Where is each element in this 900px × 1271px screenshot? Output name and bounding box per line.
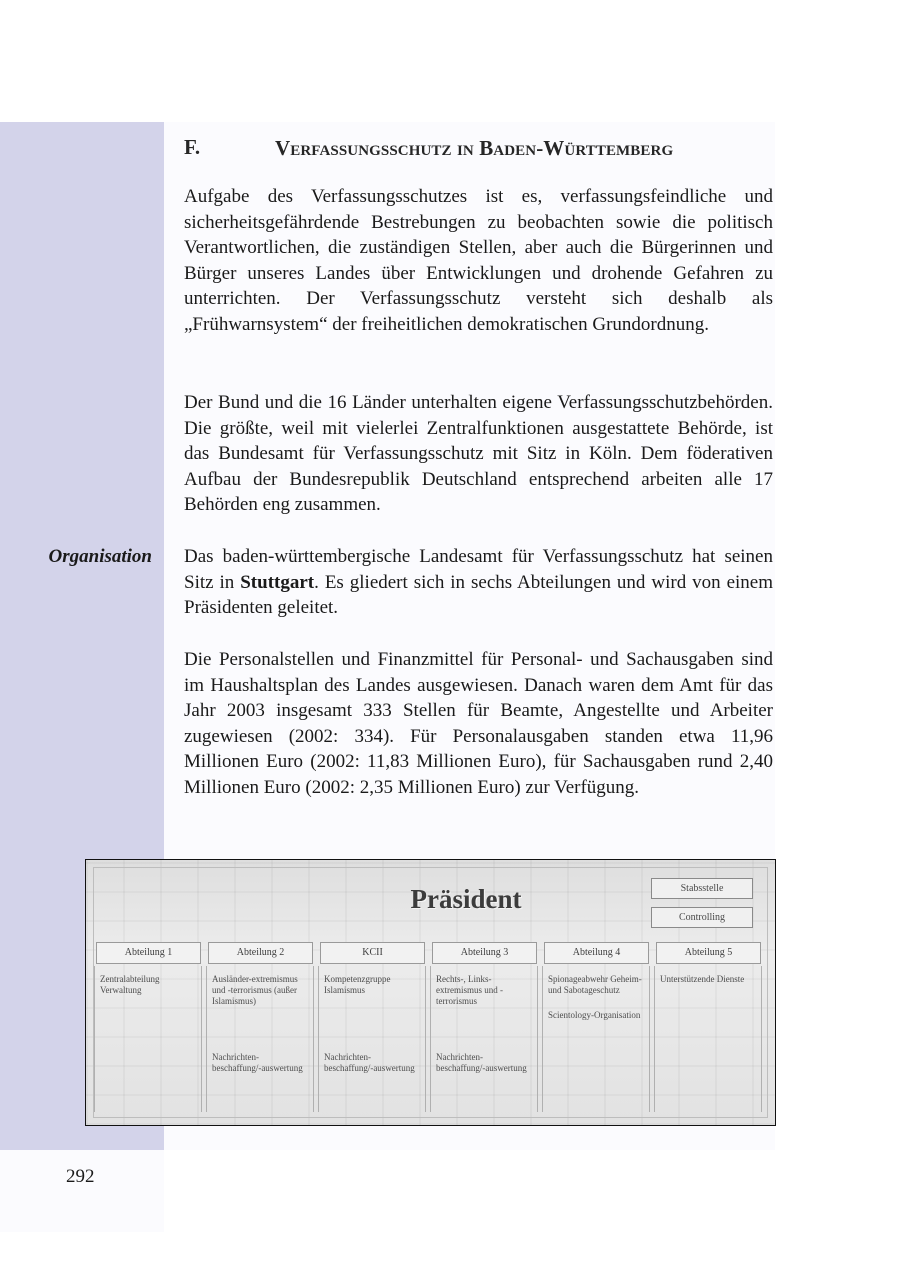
chart-unit: Unterstützende Dienste xyxy=(660,974,745,984)
organisation-chart xyxy=(85,859,776,1126)
paragraph-budget: Die Personalstellen und Finanzmittel für Personal- und Sachausgaben sind im Haushaltsplan des Landes ausgewiesen. Danach waren dem Amt für das Jahr 2003 insgesamt 333 Stellen für Beamte, Angestellte und Arbeiter zugewiesen (2002: 334). Für Personalausgaben standen etwa 11,96 Millionen Euro (2002: 11,83 Millionen Euro), für Sachausgaben rund 2,40 Millionen Euro (2002: 2,35 Millionen Euro) zur Verfügung. xyxy=(184,649,773,798)
chart-column xyxy=(654,966,762,1112)
organisation-text-start: Das baden-württembergische Landesamt für Verfassungsschutz hat seinen Sitz in xyxy=(184,546,773,593)
section-title: Verfassungsschutz in Baden-Württemberg xyxy=(275,136,674,160)
chart-staff-unit: Stabsstelle xyxy=(651,878,753,899)
chart-controlling-unit: Controlling xyxy=(651,907,753,928)
chart-department: Abteilung 5 xyxy=(656,942,761,964)
chart-unit: Zentralabteilung Verwaltung xyxy=(100,974,160,995)
paragraph-organisation xyxy=(184,544,773,621)
chart-unit: Nachrichten-beschaffung/-auswertung xyxy=(324,1052,415,1073)
chart-column xyxy=(206,966,314,1112)
chart-unit: Scientology-Organisation xyxy=(548,1010,641,1020)
chart-unit: Spionageabwehr Geheim- und Sabotageschutz xyxy=(548,974,642,995)
chart-department: Abteilung 1 xyxy=(96,942,201,964)
chart-department: KCII xyxy=(320,942,425,964)
chart-unit: Nachrichten-beschaffung/-auswertung xyxy=(436,1052,527,1073)
margin-note-organisation: Organisation xyxy=(48,546,152,567)
chart-department: Abteilung 2 xyxy=(208,942,313,964)
chart-unit: Ausländer-extremismus und -terrorismus (außer Islamismus) xyxy=(212,974,298,1006)
chart-column xyxy=(542,966,650,1112)
chart-department: Abteilung 4 xyxy=(544,942,649,964)
chart-department: Abteilung 3 xyxy=(432,942,537,964)
chart-president: Präsident xyxy=(410,884,522,914)
chart-column xyxy=(318,966,426,1112)
chart-column xyxy=(94,966,202,1112)
chart-column xyxy=(430,966,538,1112)
chart-unit: Nachrichten-beschaffung/-auswertung xyxy=(212,1052,303,1073)
paragraph-federal: Der Bund und die 16 Länder unterhalten eigene Verfassungsschutzbehörden. Die größte, weil mit vielerlei Zentralfunktionen ausgestattete Behörde, ist das Bundesamt für Verfassungsschutz mit Sitz in Köln. Dem föderativen Aufbau der Bundesrepublik Deutschland entsprechend arbeiten alle 17 Behörden eng zusammen. xyxy=(184,392,773,516)
paragraph-intro: Aufgabe des Verfassungsschutzes ist es, verfassungsfeindliche und sicherheitsgefährdende Bestrebungen zu beobachten sowie die politisch Verantwortlichen, die zuständigen Stellen, aber auch die Bürgerinnen und Bürger unseres Landes über Entwicklungen und drohende Gefahren zu unterrichten. Der Verfassungsschutz versteht sich deshalb als „Frühwarnsystem“ der freiheitlichen demokratischen Grundordnung. xyxy=(184,186,773,335)
chart-unit: Rechts-, Links-extremismus und -terrorismus xyxy=(436,974,503,1006)
footer-band xyxy=(0,1150,164,1232)
organisation-city: Stuttgart xyxy=(240,571,315,593)
organisation-text-end: . Es gliedert sich in sechs Abteilungen und wird von einem Präsidenten geleitet. xyxy=(184,571,773,619)
section-letter: F. xyxy=(184,135,201,159)
page-number: 292 xyxy=(66,1166,95,1187)
chart-unit: Kompetenzgruppe Islamismus xyxy=(324,974,391,995)
